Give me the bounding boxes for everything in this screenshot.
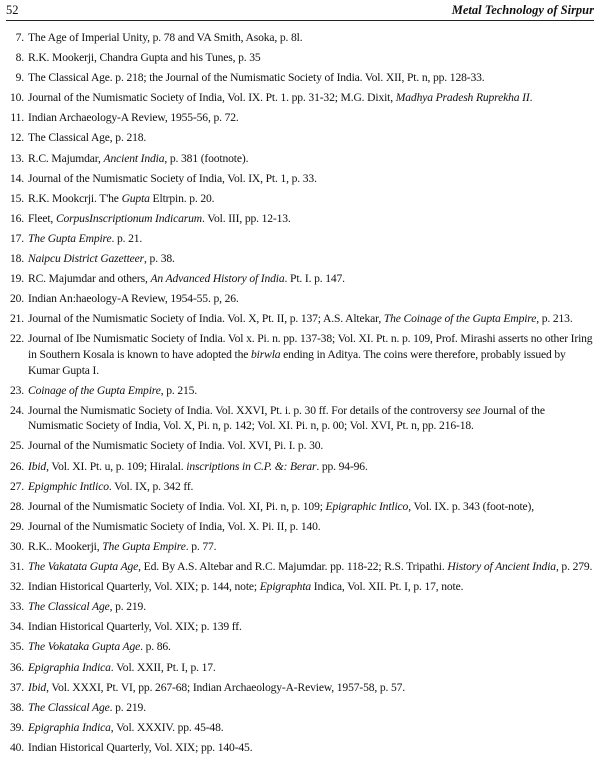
citation-text: , p. 219. [109, 600, 146, 614]
citation-text: Journal of the Numismatic Society of India, Vol. IX. Pt. 1. pp. 31-32; M.G. Dixit, [28, 91, 396, 105]
endnote-text [28, 71, 485, 84]
citation-text: Journal of the Numismatic Society of India. Vol. XI, Pi. n, p. 109; [28, 499, 326, 513]
endnote-number: 20. [9, 292, 24, 306]
citation-text: , Vol. XXXI, Pt. VI, pp. 267-68; Indian Archaeology-A-Review, 1957-58, p. 57. [46, 680, 406, 694]
citation-title: Madhya Pradesh Ruprekha II [395, 91, 530, 105]
endnote-text [28, 701, 146, 714]
citation-text: Indian Historical Quarterly, Vol. XIX; p. 139 ff. [28, 620, 242, 634]
endnote-item [6, 90, 596, 106]
endnote-number: 24. [9, 403, 24, 417]
endnote-text [28, 31, 303, 44]
citation-title: An Advanced History of India [150, 272, 285, 286]
endnote-number: 22. [9, 332, 24, 346]
endnote-text [28, 540, 216, 553]
endnote-number: 34. [9, 620, 24, 634]
endnote-text [28, 152, 248, 165]
citation-text: R.K. Mookerji, Chandra Gupta and his Tunes, p. 35 [28, 51, 261, 65]
citation-text: Fleet, [28, 211, 56, 225]
citation-title: Gupta [121, 191, 150, 205]
endnote-item [6, 231, 596, 247]
citation-title: Coinage of the Gupta Empire [28, 383, 161, 397]
citation-title: see [466, 403, 481, 417]
endnote-number: 13. [9, 151, 24, 165]
endnote-item [6, 579, 596, 595]
citation-title: CorpusInscriptionum Indicarum [55, 211, 202, 225]
citation-text: Indian An:haeology-A Review, 1954-55. p, 26. [28, 292, 239, 306]
endnote-number: 11. [10, 111, 24, 125]
endnote-number: 10. [9, 91, 24, 105]
endnote-item [6, 559, 596, 575]
endnote-text [28, 91, 532, 104]
citation-title: Epigraphic Intlico [325, 499, 409, 513]
citation-text: Eltrpin. p. 20. [149, 191, 215, 205]
citation-text: . Vol. IX, p. 342 ff. [108, 479, 194, 493]
running-header [6, 2, 594, 21]
citation-title: The Gupta Empire [102, 539, 186, 553]
endnote-number: 15. [9, 191, 24, 205]
citation-text: Journal of Ibe Numismatic Society of India. Vol x. Pi. n. pp. 137-38; Vol. XI. Pt. n. p. 109, Prof. Mirashi asserts no other Iring in Southern Kosala is known to have adopted the [28, 332, 593, 361]
endnote-text [28, 741, 252, 754]
endnote-item [6, 311, 596, 327]
endnote-text [28, 111, 239, 124]
endnote-item [6, 479, 596, 495]
endnote-item [6, 151, 596, 167]
citation-title: Epigraphta [259, 580, 312, 594]
endnote-text [28, 332, 592, 376]
endnote-number: 7. [15, 31, 24, 44]
endnote-number: 8. [15, 51, 24, 65]
endnote-number: 31. [9, 560, 24, 574]
endnote-item [6, 50, 596, 66]
endnote-number: 27. [9, 479, 24, 493]
citation-text: , p. 279. [555, 560, 593, 574]
endnote-text [28, 172, 317, 185]
citation-text: R.K.. Mookerji, [28, 539, 103, 553]
citation-text: . pp. 94-96. [316, 459, 368, 473]
citation-text: Indian Historical Quarterly, Vol. XIX; p. 144, note; [28, 580, 260, 594]
endnote-text [28, 500, 534, 513]
endnote-text [28, 600, 146, 613]
endnote-item [6, 740, 596, 756]
citation-text: , Vol. IX. p. 343 (foot-note), [408, 499, 534, 513]
endnote-number: 21. [9, 312, 24, 326]
citation-text: ending in Aditya. The coins were therefore, probably issued by Kumar Gupta I. [28, 348, 566, 377]
endnote-item [6, 700, 596, 716]
endnote-text [28, 439, 323, 452]
endnote-item [6, 660, 596, 676]
citation-text: , p. 381 (footnote). [164, 151, 249, 165]
citation-text: The Classical Age, p. 218. [28, 131, 147, 145]
citation-text: , Vol. XI. Pt. u, p. 109; Hiralal. [46, 459, 187, 473]
endnote-text [28, 681, 405, 694]
endnote-item [6, 211, 596, 227]
endnote-text [28, 661, 216, 674]
endnote-number: 25. [9, 439, 24, 453]
endnote-item [6, 680, 596, 696]
endnote-text [28, 721, 223, 734]
citation-text: The Age of Imperial Unity, p. 78 and VA Smith, Asoka, p. 8l. [28, 31, 303, 44]
citation-text: , Ed. By A.S. Altebar and R.C. Majumdar. pp. 118-22; R.S. Tripathi. [138, 560, 448, 574]
citation-title: inscriptions in C.P. &: Berar [186, 459, 317, 473]
citation-text: . p. 219. [109, 700, 146, 714]
citation-title: birwla [251, 348, 281, 361]
endnote-number: 30. [9, 539, 24, 553]
endnote-text [28, 252, 175, 265]
citation-title: The Classical Age [28, 700, 110, 714]
endnote-item [6, 619, 596, 635]
citation-title: Epigmphic Intlico [28, 479, 109, 493]
endnote-item [6, 459, 596, 475]
citation-text: . p. 77. [185, 539, 217, 553]
endnote-number: 23. [9, 383, 24, 397]
citation-text: . Vol. XXII, Pt. I, p. 17. [110, 660, 216, 674]
endnote-number: 12. [9, 131, 24, 145]
citation-text: , Vol. XXXIV. pp. 45-48. [110, 720, 224, 734]
endnote-number: 33. [9, 600, 24, 614]
citation-text: Journal of the Numismatic Society of India. Vol. X, Pt. II, p. 137; A.S. Altekar, [28, 312, 384, 326]
citation-text: , p. 213. [536, 312, 573, 326]
endnote-text [28, 131, 146, 144]
endnote-number: 19. [9, 272, 24, 286]
citation-text: Indian Historical Quarterly, Vol. XIX; pp. 140-45. [28, 740, 253, 754]
running-title: Metal Technology of Sirpur [451, 3, 594, 17]
citation-text: Indica, Vol. XII. Pt. I, p. 17, note. [311, 580, 464, 594]
endnote-item [6, 130, 596, 146]
endnote-item [6, 639, 596, 655]
endnote-item [6, 30, 596, 46]
citation-text: Journal of the Numismatic Society of India, Vol. X, Pi. n, p. 142; Vol. XI. Pi. n, p. 00; Vol. XVI, Pt. n, pp. 216-18. [28, 403, 545, 433]
citation-text: . p. 86. [140, 640, 171, 654]
endnote-item [6, 191, 596, 207]
citation-title: Epigraphia Indica [28, 720, 111, 734]
endnote-number: 39. [9, 720, 24, 734]
citation-title: Ibid [28, 680, 47, 694]
endnote-text [28, 460, 368, 473]
endnote-text [28, 272, 345, 285]
citation-text: Journal of the Numismatic Society of India. Vol. XVI, Pi. I. p. 30. [28, 439, 324, 453]
endnote-number: 17. [9, 231, 24, 245]
endnote-text [28, 560, 592, 573]
citation-text: Journal of the Numismatic Society of India, Vol. IX, Pt. 1, p. 33. [28, 171, 317, 185]
endnote-item [6, 70, 596, 86]
endnote-text [28, 384, 197, 397]
endnote-text [28, 520, 321, 533]
endnote-number: 40. [9, 740, 24, 754]
endnote-number: 29. [9, 519, 24, 533]
endnote-text [28, 292, 239, 305]
endnote-number: 37. [9, 680, 24, 694]
citation-text: R.C. Majumdar, [28, 151, 104, 165]
citation-title: Naipcu District Gazetteer [28, 252, 145, 266]
citation-title: Ibid [28, 459, 47, 473]
endnote-item [6, 539, 596, 555]
endnote-number: 35. [9, 640, 24, 654]
endnote-number: 16. [9, 211, 24, 225]
endnote-item [6, 438, 596, 454]
citation-title: The Vokataka Gupta Age [28, 640, 141, 654]
endnote-item [6, 271, 596, 287]
citation-text: . p. 21. [111, 231, 143, 245]
endnote-item [6, 291, 596, 307]
endnote-text [28, 404, 545, 433]
citation-text: Journal the Numismatic Society of India. Vol. XXVI, Pt. i. p. 30 ff. For details of the controversy [28, 403, 467, 417]
citation-text: . Vol. III, pp. 12-13. [201, 211, 291, 225]
endnote-number: 9. [15, 71, 24, 85]
endnote-number: 38. [9, 700, 24, 714]
endnote-number: 28. [9, 499, 24, 513]
citation-text: R.K. Mookcrji. T'he [28, 191, 122, 205]
citation-text: The Classical Age. p. 218; the Journal of the Numismatic Society of India. Vol. XII, Pt. n, pp. 128-33. [28, 71, 485, 85]
endnote-item [6, 720, 596, 736]
endnote-number: 32. [9, 580, 24, 594]
endnote-item [6, 251, 596, 267]
endnote-number: 14. [9, 171, 24, 185]
endnote-item [6, 331, 596, 378]
endnote-number: 26. [9, 459, 24, 473]
citation-text: Indian Archaeology-A Review, 1955-56, p. 72. [28, 111, 239, 125]
endnote-text [28, 480, 193, 493]
endnotes-list [6, 30, 596, 760]
citation-text: . [529, 91, 533, 105]
endnote-item [6, 383, 596, 399]
endnote-item [6, 499, 596, 515]
endnote-number: 18. [9, 252, 24, 266]
endnote-text [28, 312, 573, 325]
endnote-text [28, 232, 142, 245]
endnote-item [6, 110, 596, 126]
citation-title: The Gupta Empire [28, 231, 112, 245]
endnote-text [28, 620, 242, 633]
endnote-item [6, 599, 596, 615]
endnote-item [6, 403, 596, 434]
citation-text: . Pt. I. p. 147. [284, 272, 345, 286]
endnote-text [28, 192, 214, 205]
endnote-text [28, 212, 291, 225]
page-number: 52 [6, 3, 19, 17]
citation-text: RC. Majumdar and others, [28, 272, 151, 286]
citation-title: Epigraphia Indica [28, 660, 111, 674]
citation-title: The Vakatata Gupta Age [28, 560, 139, 574]
citation-text: , p. 38. [144, 252, 175, 266]
endnote-text [28, 580, 463, 593]
citation-text: , p. 215. [160, 383, 198, 397]
endnote-item [6, 519, 596, 535]
citation-title: History of Ancient India [447, 560, 556, 574]
citation-title: The Coinage of the Gupta Empire [383, 312, 537, 326]
endnote-text [28, 51, 261, 64]
citation-title: Ancient India [103, 151, 165, 165]
endnote-text [28, 640, 171, 653]
citation-text: Journal of the Numismatic Society of India, Vol. X. Pi. II, p. 140. [28, 519, 321, 533]
citation-title: The Classical Age [28, 600, 110, 614]
endnote-item [6, 171, 596, 187]
endnote-number: 36. [9, 660, 24, 674]
